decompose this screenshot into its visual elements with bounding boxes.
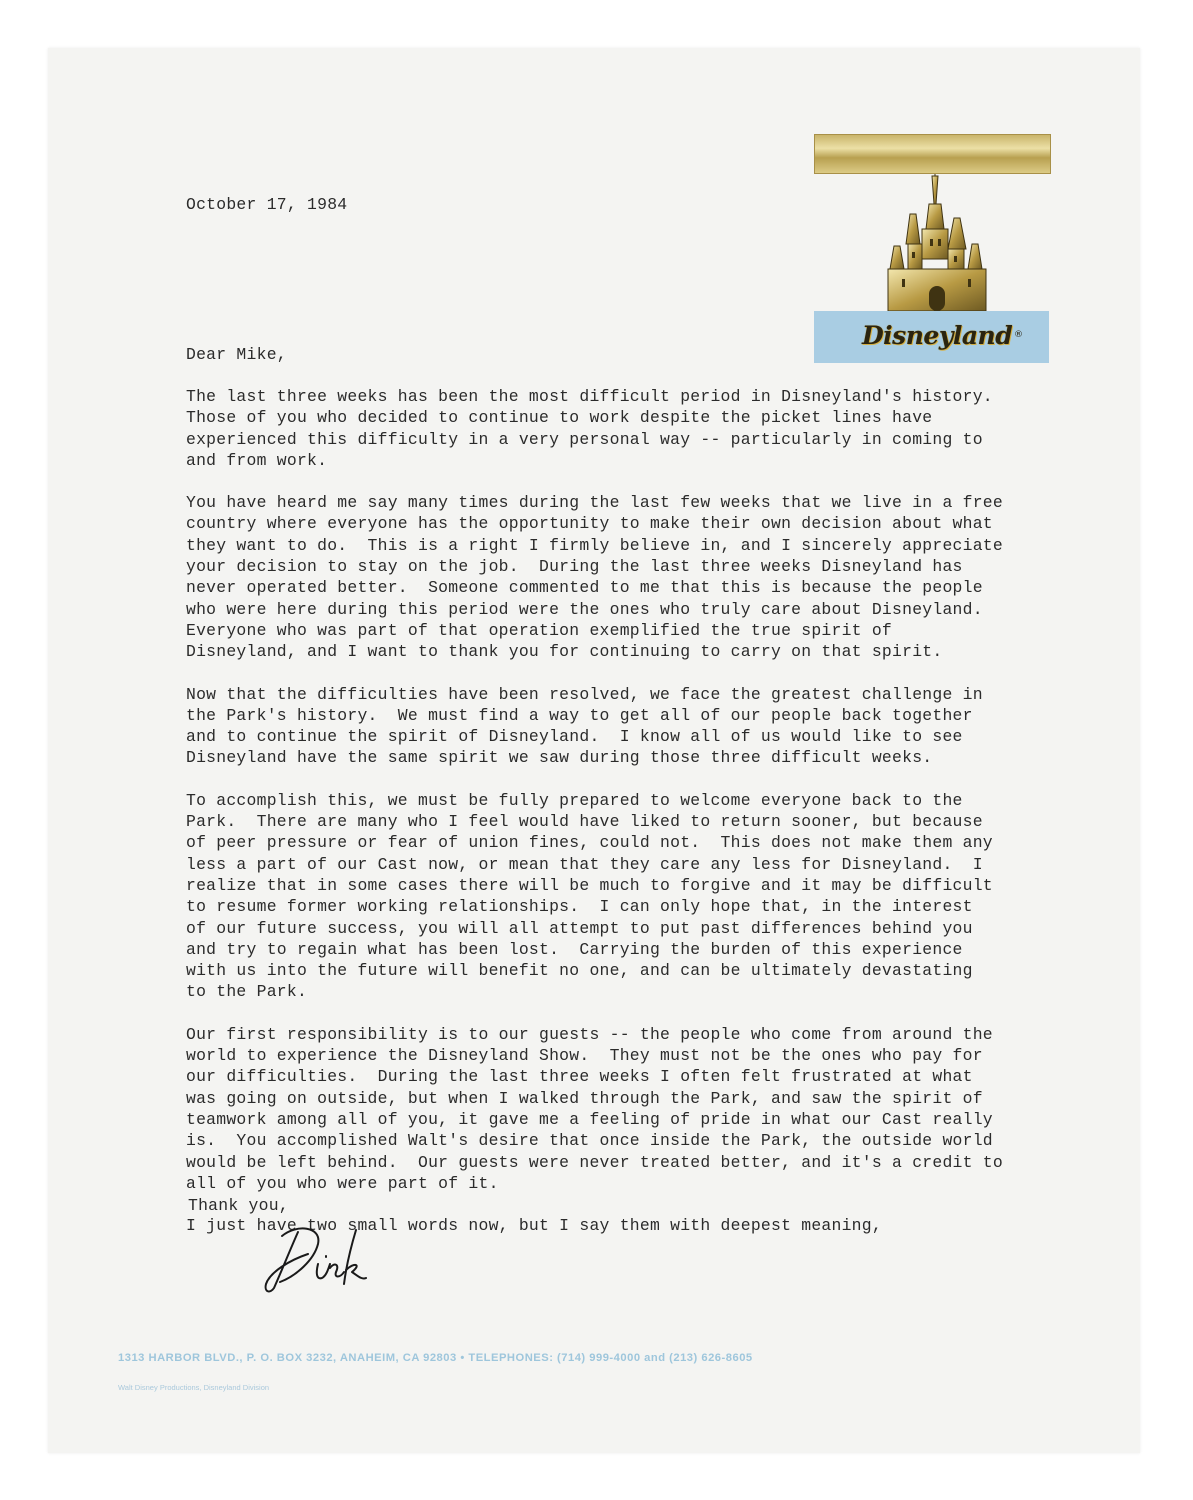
handwritten-signature: [260, 1220, 370, 1295]
paragraph: To accomplish this, we must be fully prepared to welcome everyone back to the Park. There are many who I feel would have liked to return sooner, but because of peer pressure or fear of union fines, could not. This does not make them any less a part of our Cast now, or mean that they care any less for Disneyland. I realize that in some cases there will be much to forgive and it may be difficult to resume former working relationships. I can only hope that, in the interest of our future success, you will all attempt to put past differences behind you and try to regain what has been lost. Carrying the burden of this experience with us into the future will benefit no one, and can be ultimately devastating to the Park.: [186, 790, 993, 1002]
letter-date: October 17, 1984: [186, 195, 348, 214]
paragraph: Our first responsibility is to our guests -- the people who come from around the world to experience the Disneyland Show. They must not be the ones who pay for our difficulties. During the last three weeks I often felt frustrated at what was going on outside, but when I walked through the Park, and saw the spirit of teamwork among all of you, it gave me a feeling of pride in what our Cast really is. You accomplished Walt's desire that once inside the Park, the outside world would be left behind. Our guests were never treated better, and it's a credit to all of you who were part of it.: [186, 1024, 1003, 1193]
sign-off: Thank you,: [188, 1196, 289, 1215]
gold-foil-bar: [814, 134, 1051, 174]
closing-line: I just have two small words now, but I say them with deepest meaning,: [186, 1216, 882, 1236]
logo-wordmark: Disneyland: [862, 321, 1013, 350]
disneyland-logo: [814, 311, 1049, 363]
letter-body: [186, 386, 1086, 1257]
registered-mark: ®: [1014, 330, 1023, 340]
paragraph: The last three weeks has been the most difficult period in Disneyland's history. Those of you who decided to continue to work despite the picket lines have experienced this difficulty in a very personal way -- particularly in coming to and from work.: [186, 387, 993, 470]
paragraph: Now that the difficulties have been resolved, we face the greatest challenge in the Park's history. We must find a way to get all of our people back together and to continue the spirit of Disneyland. I know all of us would like to see Disneyland have the same spirit we saw during those three difficult weeks.: [186, 684, 983, 768]
footer-address: 1313 HARBOR BLVD., P. O. BOX 3232, ANAHEIM, CA 92803 • TELEPHONES: (714) 999-4000 and (213) 626-8605: [118, 1352, 753, 1364]
salutation: Dear Mike,: [186, 345, 287, 364]
letter-sheet: [48, 48, 1140, 1453]
castle-icon: [882, 174, 992, 314]
footer-division: Walt Disney Productions, Disneyland Division: [118, 1383, 270, 1392]
paragraph: You have heard me say many times during the last few weeks that we live in a free country where everyone has the opportunity to make their own decision about what they want to do. This is a right I firmly believe in, and I sincerely appreciate your decision to stay on the job. During the last three weeks Disneyland has never operated better. Someone commented to me that this is because the people who were here during this period were the ones who truly care about Disneyland. Everyone who was part of that operation exemplified the true spirit of Disneyland, and I want to thank you for continuing to carry on that spirit.: [186, 493, 1003, 662]
